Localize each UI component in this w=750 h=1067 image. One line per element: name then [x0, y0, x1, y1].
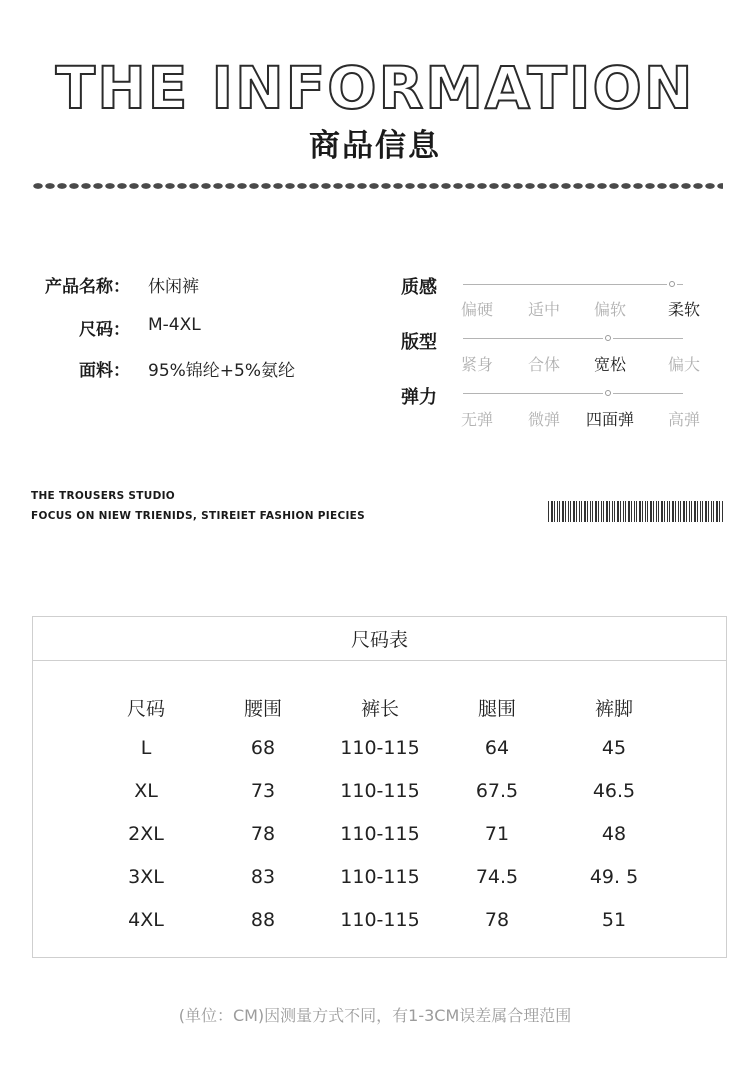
table-header-cell: 尺码: [126, 698, 165, 720]
scale-track: [463, 393, 603, 394]
table-cell: 73: [250, 780, 276, 802]
scale-option: 偏硬: [460, 300, 493, 319]
measurement-note: (单位：CM)因测量方式不同，有1-3CM误差属合理范围: [178, 1006, 572, 1025]
table-header-cell: 腰围: [243, 698, 282, 720]
table-cell: 51: [601, 909, 627, 931]
scale-label: 质感: [401, 277, 437, 298]
scale-track: [463, 338, 603, 339]
table-cell: XL: [134, 780, 158, 802]
scale-track-tail: [677, 284, 683, 285]
hero-title: THE INFORMATION: [55, 54, 695, 122]
table-cell: 3XL: [128, 866, 164, 888]
spec-value: M-4XL: [148, 315, 201, 335]
scale-option: 紧身: [460, 355, 493, 374]
table-header-cell: 裤脚: [594, 698, 633, 720]
size-table-title: 尺码表: [33, 617, 726, 661]
spec-label: 产品名称：: [45, 277, 130, 297]
header-divider: [33, 183, 723, 189]
scale-track: [463, 284, 667, 285]
table-cell: 110-115: [340, 823, 420, 845]
spec-value: 休闲裤: [148, 277, 199, 297]
table-cell: 67.5: [475, 780, 519, 802]
page-subtitle: 商品信息: [309, 128, 441, 164]
brand-tagline: FOCUS ON NIEW TRIENIDS, STIREIET FASHION PIECIES: [31, 510, 365, 522]
table-cell: 71: [484, 823, 510, 845]
scale-label: 弹力: [401, 387, 437, 408]
scale-option: 微弹: [527, 410, 560, 429]
brand-name: THE TROUSERS STUDIO: [31, 490, 176, 502]
barcode-graphic: [548, 501, 723, 522]
scale-option: 偏软: [593, 300, 626, 319]
scale-option: 合体: [527, 355, 560, 374]
table-cell: 48: [601, 823, 627, 845]
table-cell: 110-115: [340, 737, 420, 759]
scale-label: 版型: [401, 332, 437, 353]
table-cell: 64: [484, 737, 510, 759]
table-cell: 78: [250, 823, 276, 845]
scale-option-selected: 宽松: [593, 355, 626, 374]
spec-value: 95%锦纶+5%氨纶: [148, 361, 295, 381]
scale-option-selected: 四面弹: [585, 410, 634, 429]
table-cell: 4XL: [128, 909, 164, 931]
table-cell: 110-115: [340, 866, 420, 888]
table-cell: 49. 5: [589, 866, 639, 888]
table-cell: 68: [250, 737, 276, 759]
table-cell: 110-115: [340, 909, 420, 931]
table-cell: 78: [484, 909, 510, 931]
table-cell: 88: [250, 909, 276, 931]
table-header-cell: 腿围: [477, 698, 516, 720]
table-cell: L: [140, 737, 152, 759]
size-table: [32, 616, 727, 958]
scale-option: 偏大: [667, 355, 700, 374]
table-cell: 110-115: [340, 780, 420, 802]
scale-marker: [669, 281, 675, 287]
table-cell: 46.5: [592, 780, 636, 802]
table-cell: 45: [601, 737, 627, 759]
scale-option: 适中: [527, 300, 560, 319]
spec-label: 面料：: [79, 361, 130, 381]
spec-label: 尺码：: [79, 320, 130, 340]
scale-option-selected: 柔软: [667, 300, 700, 319]
scale-track: [613, 393, 683, 394]
scale-marker: [605, 390, 611, 396]
scale-option: 高弹: [667, 410, 700, 429]
scale-marker: [605, 335, 611, 341]
table-header-cell: 裤长: [360, 698, 399, 720]
scale-track: [613, 338, 683, 339]
scale-option: 无弹: [460, 410, 493, 429]
table-cell: 83: [250, 866, 276, 888]
table-cell: 2XL: [128, 823, 164, 845]
table-cell: 74.5: [475, 866, 519, 888]
